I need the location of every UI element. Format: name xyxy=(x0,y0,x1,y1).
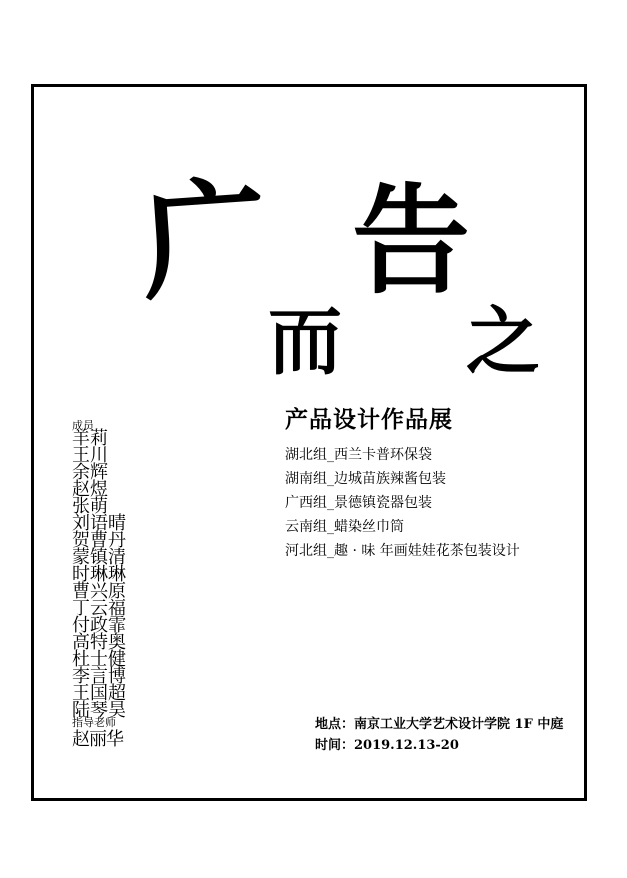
member-char: 高 xyxy=(72,632,90,653)
member-char xyxy=(107,447,127,464)
member-char: 张 xyxy=(72,496,90,517)
member-char: 王 xyxy=(72,445,90,466)
member-char: 付 xyxy=(72,615,90,636)
exhibition-subtitle: 产品设计作品展 xyxy=(285,406,453,433)
members-label: 成员 xyxy=(72,419,94,432)
member-char: 霏 xyxy=(108,615,126,636)
group-list xyxy=(285,443,520,563)
member-char: 国 xyxy=(90,683,108,704)
member-char xyxy=(107,464,127,481)
advisor-name: 赵丽华 xyxy=(72,729,123,750)
location-text: 地点：南京工业大学艺术设计学院 1F 中庭 xyxy=(315,717,564,732)
member-char: 晴 xyxy=(108,513,126,534)
member-char: 川 xyxy=(90,445,108,466)
member-char: 莉 xyxy=(90,428,108,449)
member-column-2 xyxy=(89,430,109,719)
member-char: 士 xyxy=(90,649,108,670)
member-column-3 xyxy=(107,430,127,719)
member-char: 李 xyxy=(72,666,90,687)
member-char: 贺 xyxy=(72,530,90,551)
member-char: 陆 xyxy=(72,700,90,721)
poster-frame xyxy=(31,84,587,801)
member-char: 博 xyxy=(108,666,126,687)
advisor-label: 指导老师 xyxy=(72,716,116,729)
member-char xyxy=(107,430,127,447)
member-char: 原 xyxy=(108,581,126,602)
member-char: 特 xyxy=(90,632,108,653)
title-char-gao: 告 xyxy=(352,171,471,310)
group-item: 河北组_趣 · 味 年画娃娃花茶包装设计 xyxy=(285,543,520,559)
title-char-guang: 广 xyxy=(135,161,273,319)
member-char: 清 xyxy=(108,547,126,568)
member-char: 羊 xyxy=(72,428,90,449)
member-char: 琴 xyxy=(90,700,108,721)
group-item: 云南组_蜡染丝巾筒 xyxy=(285,519,404,535)
group-item: 湖北组_西兰卡普环保袋 xyxy=(285,447,432,463)
member-char: 丹 xyxy=(108,530,126,551)
member-char: 余 xyxy=(72,462,90,483)
member-char: 云 xyxy=(90,598,108,619)
member-char: 言 xyxy=(90,666,108,687)
member-char: 语 xyxy=(90,513,108,534)
time-text: 时间：2019.12.13-20 xyxy=(315,738,459,753)
member-char: 萌 xyxy=(90,496,108,517)
member-char: 时 xyxy=(72,564,90,585)
member-char: 镇 xyxy=(90,547,108,568)
group-item: 广西组_景德镇瓷器包装 xyxy=(285,495,432,511)
title-char-zhi: 之 xyxy=(466,299,540,385)
member-char: 昊 xyxy=(108,700,126,721)
member-char: 辉 xyxy=(90,462,108,483)
member-char: 政 xyxy=(90,615,108,636)
group-item: 湖南组_边城苗族辣酱包装 xyxy=(285,471,446,487)
member-char: 曹 xyxy=(72,581,90,602)
member-char: 超 xyxy=(108,683,126,704)
member-char: 琳 xyxy=(90,564,108,585)
member-char: 刘 xyxy=(72,513,90,534)
member-char: 蒙 xyxy=(72,547,90,568)
member-char: 健 xyxy=(108,649,126,670)
member-char: 王 xyxy=(72,683,90,704)
member-char: 琳 xyxy=(108,564,126,585)
member-list xyxy=(71,428,151,721)
member-char: 福 xyxy=(108,598,126,619)
member-char: 奥 xyxy=(108,632,126,653)
title-char-er: 而 xyxy=(268,299,342,385)
member-char: 煜 xyxy=(90,479,108,500)
member-column-1 xyxy=(71,430,91,719)
member-char xyxy=(107,481,127,498)
member-char: 丁 xyxy=(72,598,90,619)
member-char: 曹 xyxy=(90,530,108,551)
member-char: 兴 xyxy=(90,581,108,602)
member-char: 杜 xyxy=(72,649,90,670)
member-char: 赵 xyxy=(72,479,90,500)
